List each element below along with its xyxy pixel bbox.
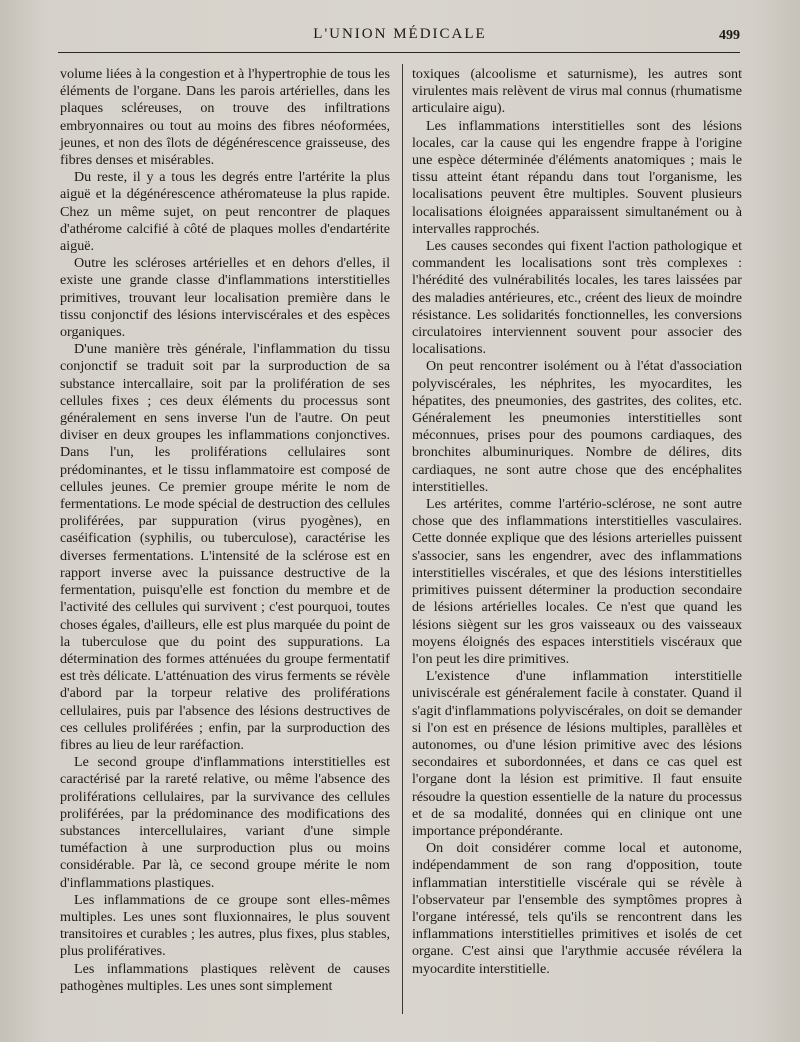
paragraph: Les inflammations plastiques relèvent de causes pathogènes multiples. Les unes sont simplement — [60, 960, 390, 994]
header-rule — [58, 52, 740, 53]
column-divider — [402, 64, 403, 1014]
running-title: L'UNION MÉDICALE — [313, 26, 487, 42]
paragraph: On peut rencontrer isolément ou à l'état d'association polyviscérales, les néphrites, les myocardites, les hépatites, des pneumonies, des gastrites, des colites, etc. Généralement les pneumonies interstitielles sont méconnues, prises pour des poumons cardiaques, des bronchites albuminuriques. Nombre de délires, dits cardiaques, ne sont autre chose que des encéphalites interstitielles. — [412, 358, 742, 495]
paragraph: Du reste, il y a tous les degrés entre l'artérite la plus aiguë et la dégénérescence athéromateuse la plus rapide. Chez un même sujet, on peut rencontrer de plaques d'athérome calcifié à côté de plaques molles d'endartérite aiguë. — [60, 169, 390, 255]
paragraph: Le second groupe d'inflammations interstitielles est caractérisé par la rareté relative, ou même l'absence des proliférations cellulaires, par la survivance des cellules proliférées, par la prédominance des modifications des substances intercellulaires, variant d'une simple tuméfaction à une surproduction plus ou moins considérable. Par là, ce second groupe mérite le nom d'inflammations plastiques. — [60, 754, 390, 891]
paragraph: Les inflammations interstitielles sont des lésions locales, car la cause qui les engendre frappe à l'origine une espèce déterminée d'éléments anatomiques ; mais le tissu atteint étant répandu dans tout l'organisme, les localisations peuvent être multiples. Souvent plusieurs localisations éloignées apparaissent simultanément ou à intervalles rapprochés. — [412, 117, 742, 237]
page-number: 499 — [719, 28, 740, 43]
paragraph: L'existence d'une inflammation interstitielle univiscérale est généralement facile à constater. Quand il s'agit d'inflammations polyviscérales, on doit se demander si l'on est en présence de lésions multiples, parallèles et autonomes, ou d'une lésion primitive avec des lésions secondaires et subordonnées, et dans ce cas quel est l'organe dont la lésion est primitive. Il faut ensuite résoudre la question essentielle de la nature du processus et de sa modalité, données qui en clinique ont une importance prépondérante. — [412, 668, 742, 839]
paragraph: Outre les scléroses artérielles et en dehors d'elles, il existe une grande classe d'inflammations interstitielles primitives, trouvant leur localisation première dans le tissu conjonctif des lésions interviscérales et des espèces organiques. — [60, 255, 390, 341]
paragraph: Les inflammations de ce groupe sont elles-mêmes multiples. Les unes sont fluxionnaires, le plus souvent transitoires et curables ; les autres, plus fixes, plus stables, plus prolifératives. — [60, 891, 390, 960]
paragraph: toxiques (alcoolisme et saturnisme), les autres sont virulentes mais relèvent de virus mal connus (rhumatisme articulaire aigu). — [412, 66, 742, 117]
paragraph: Les artérites, comme l'artério-sclérose, ne sont autre chose que des inflammations interstitielles vasculaires. Cette donnée explique que des lésions arterielles puissent s'associer, sans les engendrer, avec des inflammations interstitielles viscérales, et que des lésions interstitielles primitives puissent déterminer la production secondaire de lésions artérielles locales. Ce n'est que quand les lésions siègent sur les gros vaisseaux ou des vaisseaux moyens éloignés des espaces interstitiels viscéraux que l'on peut les dire primitives. — [412, 496, 742, 667]
paragraph: Les causes secondes qui fixent l'action pathologique et commandent les localisations sont très complexes : l'hérédité des vulnérabilités locales, les tares laissées par des maladies antérieures, etc., créent des lieux de moindre résistance. Les solidarités fonctionnelles, les conversions circulatoires interviennent souvent pour associer des localisations. — [412, 238, 742, 358]
page-header — [60, 22, 740, 48]
paragraph: On doit considérer comme local et autonome, indépendamment de son rang d'opposition, toute inflammatian interstitielle viscérale qui se révèle à l'observateur par l'ensemble des symptômes propres à l'organe intéressé, tels qu'ils se rencontrent dans les inflammations interstitielles primitives et isolés de cet organe. C'est ainsi que l'arythmie accusée révélera la myocardite interstitielle. — [412, 840, 742, 977]
paragraph: D'une manière très générale, l'inflammation du tissu conjonctif se traduit soit par la surproduction de sa substance intercallaire, soit par la prolifération de ses cellules fixes ; ces deux éléments du processus sont généralement en sens inverse l'un de l'autre. On peut diviser en deux groupes les inflammations conjonctives. Dans l'un, les proliférations cellulaires sont prédominantes, et le tissu inflammatoire est composé de cellules jeunes. Ce premier groupe mérite le nom de fermentations. Le mode spécial de destruction des cellules proliférées, par suppuration (virus pyogènes), en caséification (syphilis, ou tuberculose), caractérise les diverses fermentations. L'intensité de la sclérose est en rapport inverse avec la puissance destructive de la fermentation, puisqu'elle est fonction du membre et de l'activité des cellules qui survivent ; c'est pourquoi, toutes choses égales, d'ailleurs, elle est plus marquée du point de la tuberculose que du point des suppurations. La détermination des formes atténuées du groupe fermentatif est très délicate. L'atténuation des virus ferments se révèle d'abord par la torpeur relative des proliférations cellulaires, puis par l'absence des lésions destructives de ces cellules proliférées ; enfin, par la surproduction des fibres au lieu de leur raréfaction. — [60, 341, 390, 753]
right-column — [412, 66, 742, 978]
left-column — [60, 66, 390, 995]
paragraph: volume liées à la congestion et à l'hypertrophie de tous les éléments de l'organe. Dans les parois artérielles, dans les plaques scléreuses, on trouve des infiltrations embryonnaires ou tout au moins des fibres néoformées, jeunes, et non des îlots de dégénérescence graisseuse, des fibres denses et misérables. — [60, 66, 390, 169]
